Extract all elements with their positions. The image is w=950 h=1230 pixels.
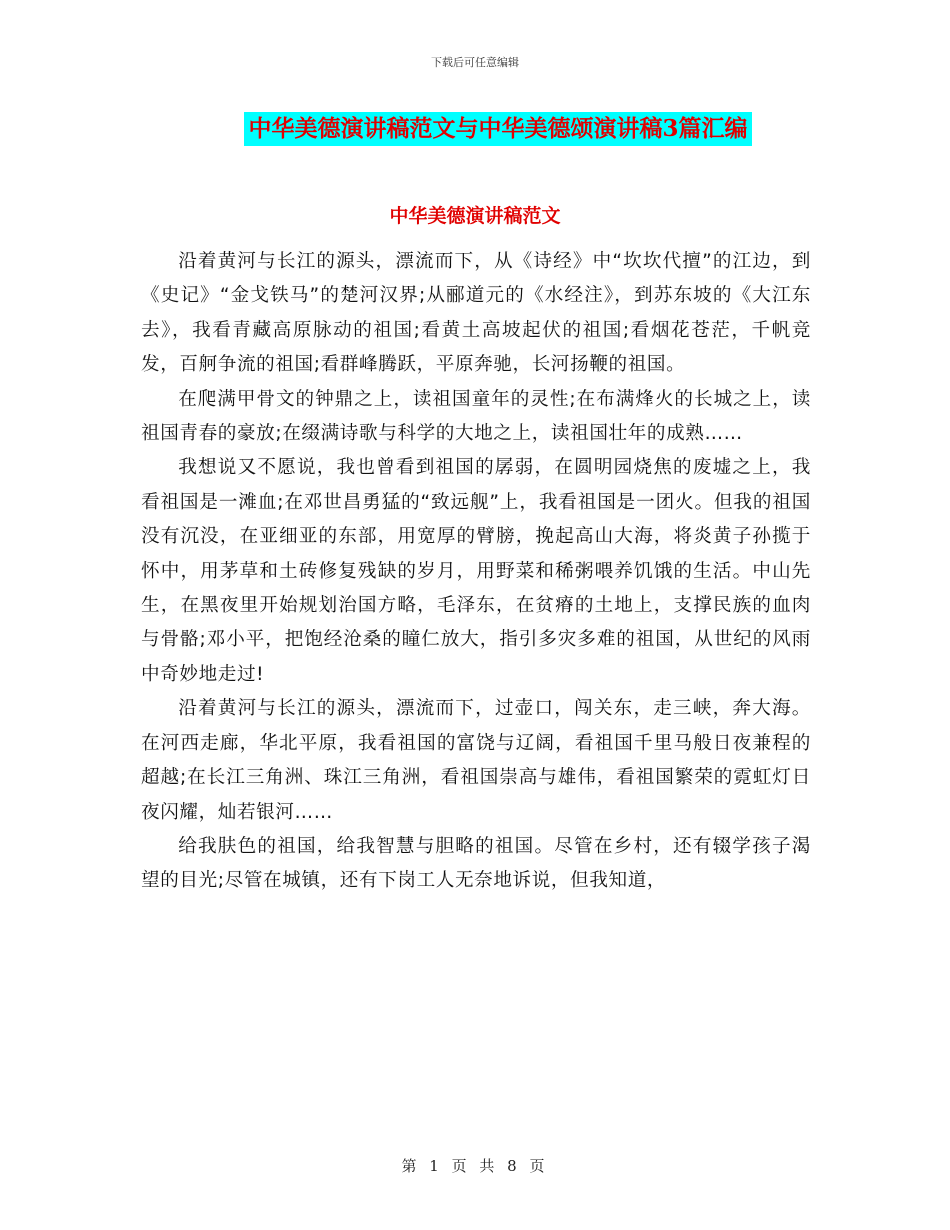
section-heading: 中华美德演讲稿范文 <box>389 205 561 227</box>
title-container <box>0 112 950 146</box>
paragraph-4: 沿着黄河与长江的源头，漂流而下，过壶口，闯关东，走三峡，奔大海。在河西走廊，华北平原，我看祖国的富饶与辽阔，看祖国千里马般日夜兼程的超越;在长江三角洲、珠江三角洲，看祖国崇高与雄伟，看祖国繁荣的霓虹灯日夜闪耀，灿若银河…… <box>141 698 811 823</box>
paragraph-3: 我想说又不愿说，我也曾看到祖国的孱弱，在圆明园烧焦的废墟之上，我看祖国是一滩血;在邓世昌勇猛的“致远舰”上，我看祖国是一团火。但我的祖国没有沉没，在亚细亚的东部，用宽厚的臂膀，挽起高山大海，将炎黄子孙揽于怀中，用茅草和土砖修复残缺的岁月，用野菜和稀粥喂养饥饿的生活。中山先生，在黑夜里开始规划治国方略，毛泽东，在贫瘠的土地上，支撑民族的血肉与骨骼;邓小平，把饱经沧桑的瞳仁放大，指引多灾多难的祖国，从世纪的风雨中奇妙地走过! <box>141 457 811 685</box>
page-number: 第 1 页 共 8 页 <box>401 1157 549 1175</box>
document-title: 中华美德演讲稿范文与中华美德颂演讲稿3篇汇编 <box>244 112 751 146</box>
paragraph-5: 给我肤色的祖国，给我智慧与胆略的祖国。尽管在乡村，还有辍学孩子渴望的目光;尽管在城镇，还有下岗工人无奈地诉说，但我知道， <box>141 835 811 892</box>
body-text <box>141 245 811 899</box>
paragraph-1: 沿着黄河与长江的源头，漂流而下，从《诗经》中“坎坎代擅”的江边，到《史记》“金戈铁马”的楚河汉界;从郦道元的《水经注》，到苏东坡的《大江东去》，我看青藏高原脉动的祖国;看黄土高坡起伏的祖国;看烟花苍茫，千帆竞发，百舸争流的祖国;看群峰腾跃，平原奔驰，长河扬鞭的祖国。 <box>141 251 811 376</box>
header-note: 下载后可任意编辑 <box>431 56 519 69</box>
paragraph-2: 在爬满甲骨文的钟鼎之上，读祖国童年的灵性;在布满烽火的长城之上，读祖国青春的豪放;在缀满诗歌与科学的大地之上，读祖国壮年的成熟…… <box>141 388 811 445</box>
